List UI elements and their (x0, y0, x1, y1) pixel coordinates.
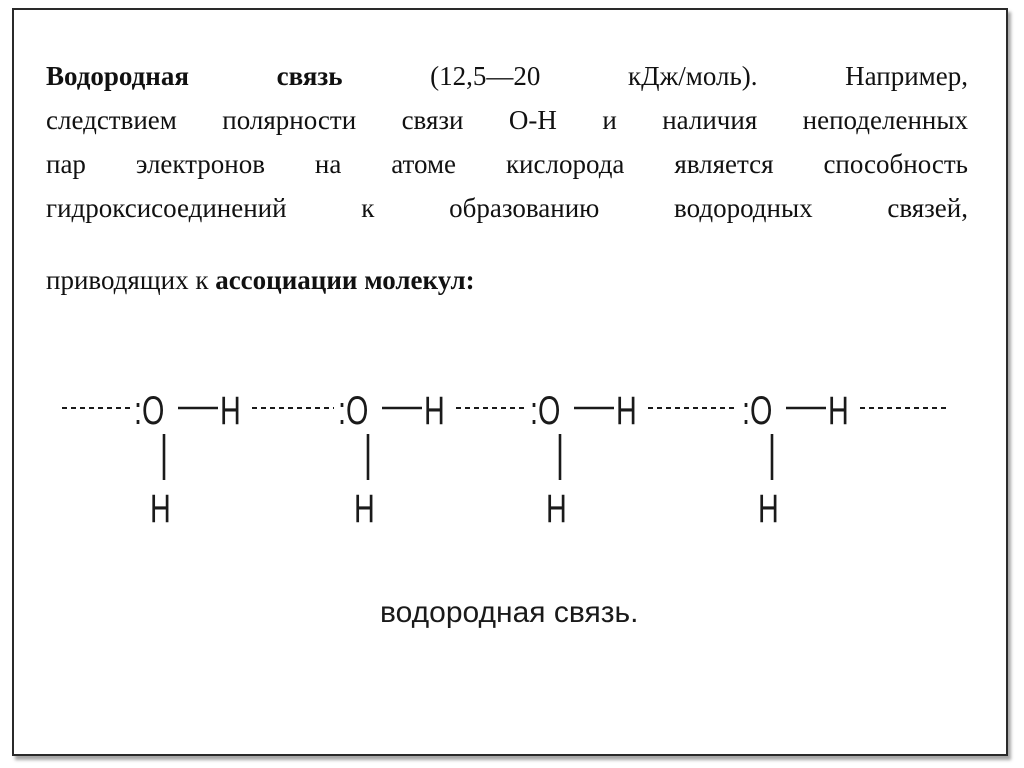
line5-start: приводящих к (46, 265, 209, 295)
hydrogen-bond-diagram (0, 360, 1024, 640)
term-molecular-association: ассоциации молекул: (215, 265, 475, 295)
hydrogen-atom-lower-4: H (758, 486, 779, 532)
oxygen-atom-2: :O (337, 388, 369, 434)
paragraph-line-2: следствием полярности связи О-Н и наличия неподеленных (46, 105, 968, 135)
oxygen-atom-3: :O (529, 388, 561, 434)
diagram-caption: водородная связь. (380, 596, 639, 629)
hydrogen-atom-right-4: H (828, 388, 849, 434)
paragraph-line-3: пар электронов на атоме кислорода является способность (46, 149, 968, 179)
atoms-layer (134, 388, 849, 531)
bonds-layer (62, 408, 950, 480)
hydrogen-atom-right-2: H (424, 388, 445, 434)
hydrogen-atom-right-3: H (616, 388, 637, 434)
hydrogen-atom-right-1: H (220, 388, 241, 434)
energy-range-text: (12,5—20 кДж/моль). Например, (430, 61, 968, 91)
hydrogen-atom-lower-2: H (354, 486, 375, 532)
oxygen-atom-1: :O (133, 388, 165, 434)
oxygen-atom-4: :O (742, 388, 773, 434)
term-hydrogen-bond: Водородная связь (46, 61, 343, 91)
paragraph-line-1 (46, 54, 968, 98)
paragraph-line-4: гидроксисоединений к образованию водородных связей, (46, 193, 968, 223)
hydrogen-atom-lower-1: H (149, 486, 171, 532)
paragraph-line-5 (46, 258, 968, 302)
hydrogen-atom-lower-3: H (545, 486, 567, 532)
